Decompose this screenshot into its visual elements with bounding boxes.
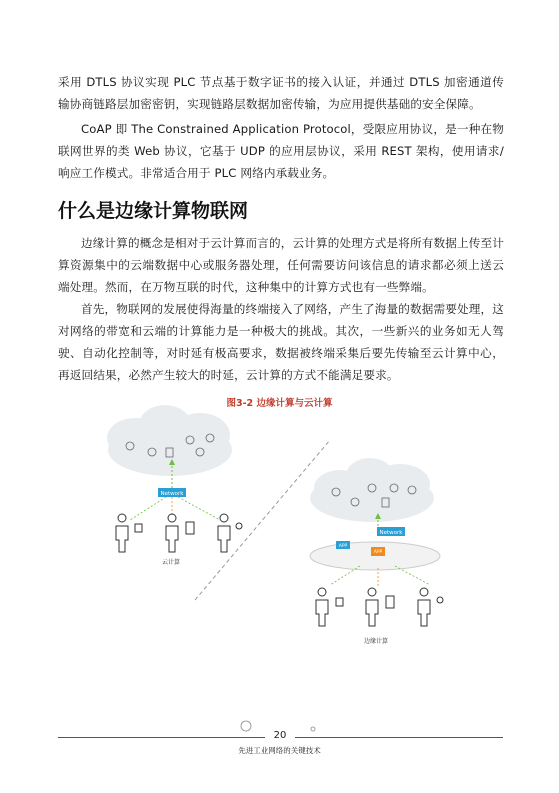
footer-line-left (58, 737, 265, 738)
paragraph-dtls: 采用 DTLS 协议实现 PLC 节点基于数字证书的接入认证，并通过 DTLS 加密通道传输协商链路层加密密钥，实现链路层数据加密传输，为应用提供基础的安全保障。 (58, 75, 504, 111)
paragraph-edge-reasons: 首先，物联网的发展使得海量的终端接入了网络，产生了海量的数据需要处理，这对网络的带宽和云端的计算能力是一种极大的挑战。其次，一些新兴的业务如无人驾驶、自动化控制等，对时延有极高要求，数据被终端采集后要先传输至云计算中心，再返回结果，必然产生较大的时延，云计算的方式不能满足要求。 (58, 302, 504, 382)
footer-line-right (295, 737, 503, 738)
left-network-label: Network (160, 491, 184, 497)
edge-computing-label: 边缘计算 (364, 638, 389, 645)
paragraph-edge-concept: 边缘计算的概念是相对于云计算而言的，云计算的处理方式是将所有数据上传至计算资源集中的云端数据中心或服务器处理，任何需要访问该信息的请求都必须上送云端处理。然而，在万物互联的时代，这种集中的计算方式也有一些弊端。 (58, 236, 504, 294)
app-label-blue: APP (338, 544, 348, 549)
footer-title: 先进工业网络的关键技术 (238, 746, 321, 755)
right-network-label: Network (379, 530, 403, 536)
section-heading: 什么是边缘计算物联网 (58, 200, 249, 222)
page-number: 20 (270, 730, 290, 741)
app-label-orange: APP (373, 550, 383, 555)
cloud-computing-label: 云计算 (162, 559, 181, 566)
paragraph-coap: CoAP 即 The Constrained Application Protocol，受限应用协议，是一种在物联网世界的类 Web 协议，它基于 UDP 的应用层协议，采用 REST 架构，使用请求/响应工作模式。非常适合用于 PLC 网络内承载业务。 (58, 122, 504, 180)
figure-caption: 图3-2 边缘计算与云计算 (226, 398, 333, 409)
